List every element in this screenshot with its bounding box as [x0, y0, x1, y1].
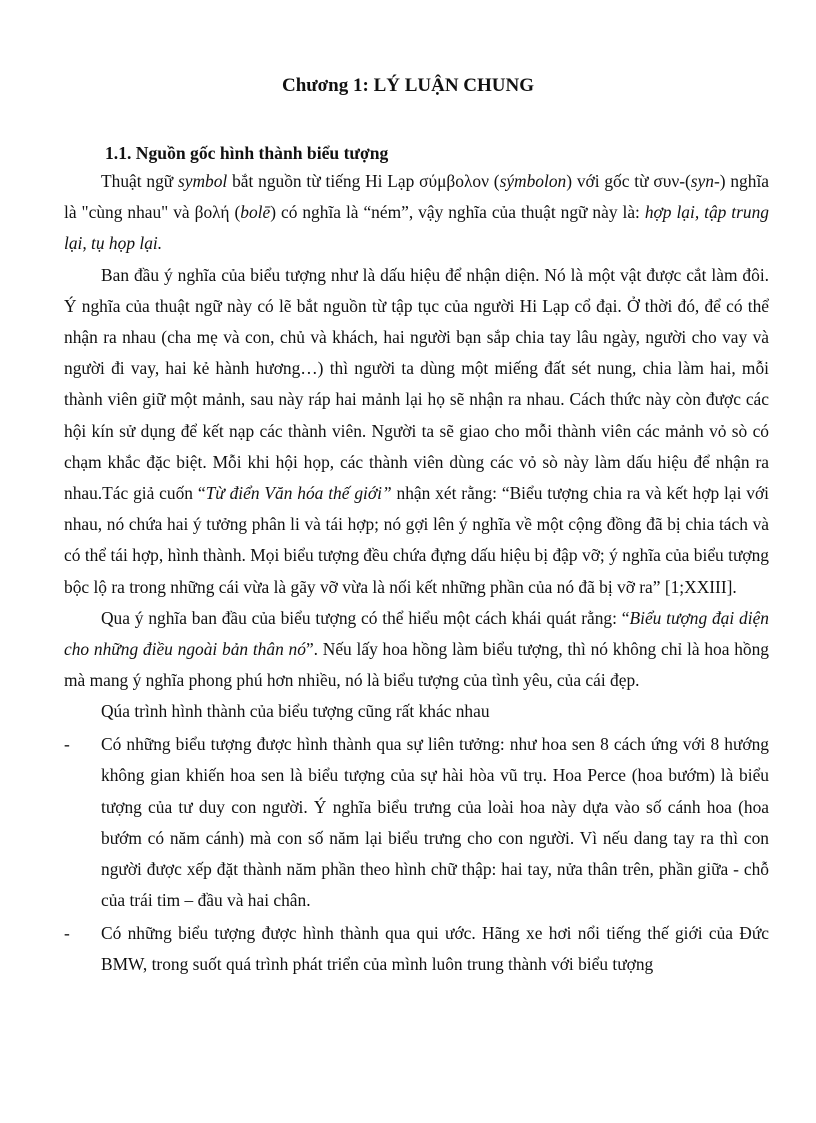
list-item: [64, 918, 769, 980]
p3-text-1: Qua ý nghĩa ban đầu của biểu tượng có thể hiểu một cách khái quát rằng: “: [101, 607, 630, 628]
paragraph-symbol-etymology: [64, 166, 769, 260]
paragraph-original-meaning: [64, 260, 769, 603]
paragraph-formation-intro: Qúa trình hình thành của biểu tượng cũng rất khác nhau: [101, 701, 490, 722]
list-bullet: -: [64, 734, 70, 755]
list-bullet: -: [64, 922, 70, 943]
p1-italic-symbolon: sýmbolon: [499, 171, 567, 191]
p1-text-5: ) có nghĩa là “ném”, vậy nghĩa của thuật ngữ này là:: [270, 202, 645, 223]
p2-text-2: nhận xét rằng: “Biểu tượng chia ra và kết hợp lại với nhau, nó chứa hai ý tưởng phân li và tái hợp; nó gợi lên ý nghĩa về một cộng đồng đã bị chia tách và có thể tái hợp, hình thành. Mọi biểu tượng đều chứa đựng dấu hiệu bị đập vỡ; ý nghĩa của biểu tượng bộc lộ ra trong những cái vừa là gãy vỡ vừa là nối kết những phần của nó đã bị vỡ ra” [1;XXIII].: [64, 483, 769, 597]
p2-text-1: Ban đầu ý nghĩa của biểu tượng như là dấu hiệu để nhận diện. Nó là một vật được cắt làm đôi. Ý nghĩa của thuật ngữ này có lẽ bắt nguồn từ tập tục của người Hi Lạp cổ đại. Ở thời đó, để có thể nhận ra nhau (cha mẹ và con, chủ và khách, hai người bạn sắp chia tay lâu ngày, người cho vay và người đi vay, hai kẻ hành hương…) thì người ta dùng một miếng đất sét nung, chia làm hai, mỗi thành viên giữ một mảnh, sau này ráp hai mảnh lại họ sẽ nhận ra nhau. Cách thức này còn được các hội kín sử dụng để kết nạp các thành viên. Người ta sẽ giao cho mỗi thành viên các mảnh vỏ sò có chạm khắc đặc biệt. Mỗi khi hội họp, các thành viên dùng các vỏ sò này làm dấu hiệu để nhận ra nhau.Tác giả cuốn “: [64, 264, 769, 504]
section-heading: 1.1. Nguồn gốc hình thành biểu tượng: [105, 143, 389, 163]
paragraph-general-definition: [64, 603, 769, 697]
p2-italic-book-title: Từ điển Văn hóa thế giới”: [205, 483, 392, 504]
p1-italic-symbol: symbol: [178, 171, 228, 191]
p3-text-2: ”. Nếu lấy hoa hồng làm biểu tượng, thì nó không chỉ là hoa hồng mà mang ý nghĩa phong phú hơn nhiều, nó là biểu tượng của tình yêu, của cái đẹp.: [64, 639, 769, 691]
list-item-text: Có những biểu tượng được hình thành qua sự liên tưởng: như hoa sen 8 cách ứng với 8 hướng không gian khiến hoa sen là biểu tượng của sự hài hòa vũ trụ. Hoa Perce (hoa bướm) là biểu tượng của tư duy con người. Ý nghĩa biểu trưng của loài hoa này dựa vào số cánh hoa (hoa bướm có năm cánh) mà con số năm lại biểu trưng cho con người. Vì nếu dang tay ra thì con người được xếp đặt thành năm phần theo hình chữ thập: hai tay, nửa thân trên, phần giữa - chỗ của trái tim – đầu và hai chân.: [101, 734, 769, 911]
p3-italic-definition: Biểu tượng đại diện cho những điều ngoài bản thân nó: [64, 607, 769, 660]
p1-text-3: ) với gốc từ συν-(: [566, 171, 691, 191]
p1-text-1: Thuật ngữ: [101, 171, 178, 191]
list-item-text: Có những biểu tượng được hình thành qua qui ước. Hãng xe hơi nổi tiếng thế giới của Đức BMW, trong suốt quá trình phát triển của mình luôn trung thành với biểu tượng: [101, 922, 769, 975]
p1-italic-meaning: hợp lại, tập trung lại, tụ họp lại.: [64, 202, 769, 254]
formation-list: [64, 729, 769, 980]
p1-text-4: ) nghĩa là "cùng nhau" và βολή (: [64, 171, 770, 223]
p1-italic-bole: bolē: [240, 202, 271, 223]
list-item: [64, 729, 769, 916]
document-body: [64, 166, 769, 980]
p1-text-2: bắt nguồn từ tiếng Hi Lạp σύμβολον (: [227, 171, 500, 191]
chapter-title: Chương 1: LÝ LUẬN CHUNG: [281, 75, 535, 96]
p1-italic-syn: syn-: [690, 171, 720, 191]
